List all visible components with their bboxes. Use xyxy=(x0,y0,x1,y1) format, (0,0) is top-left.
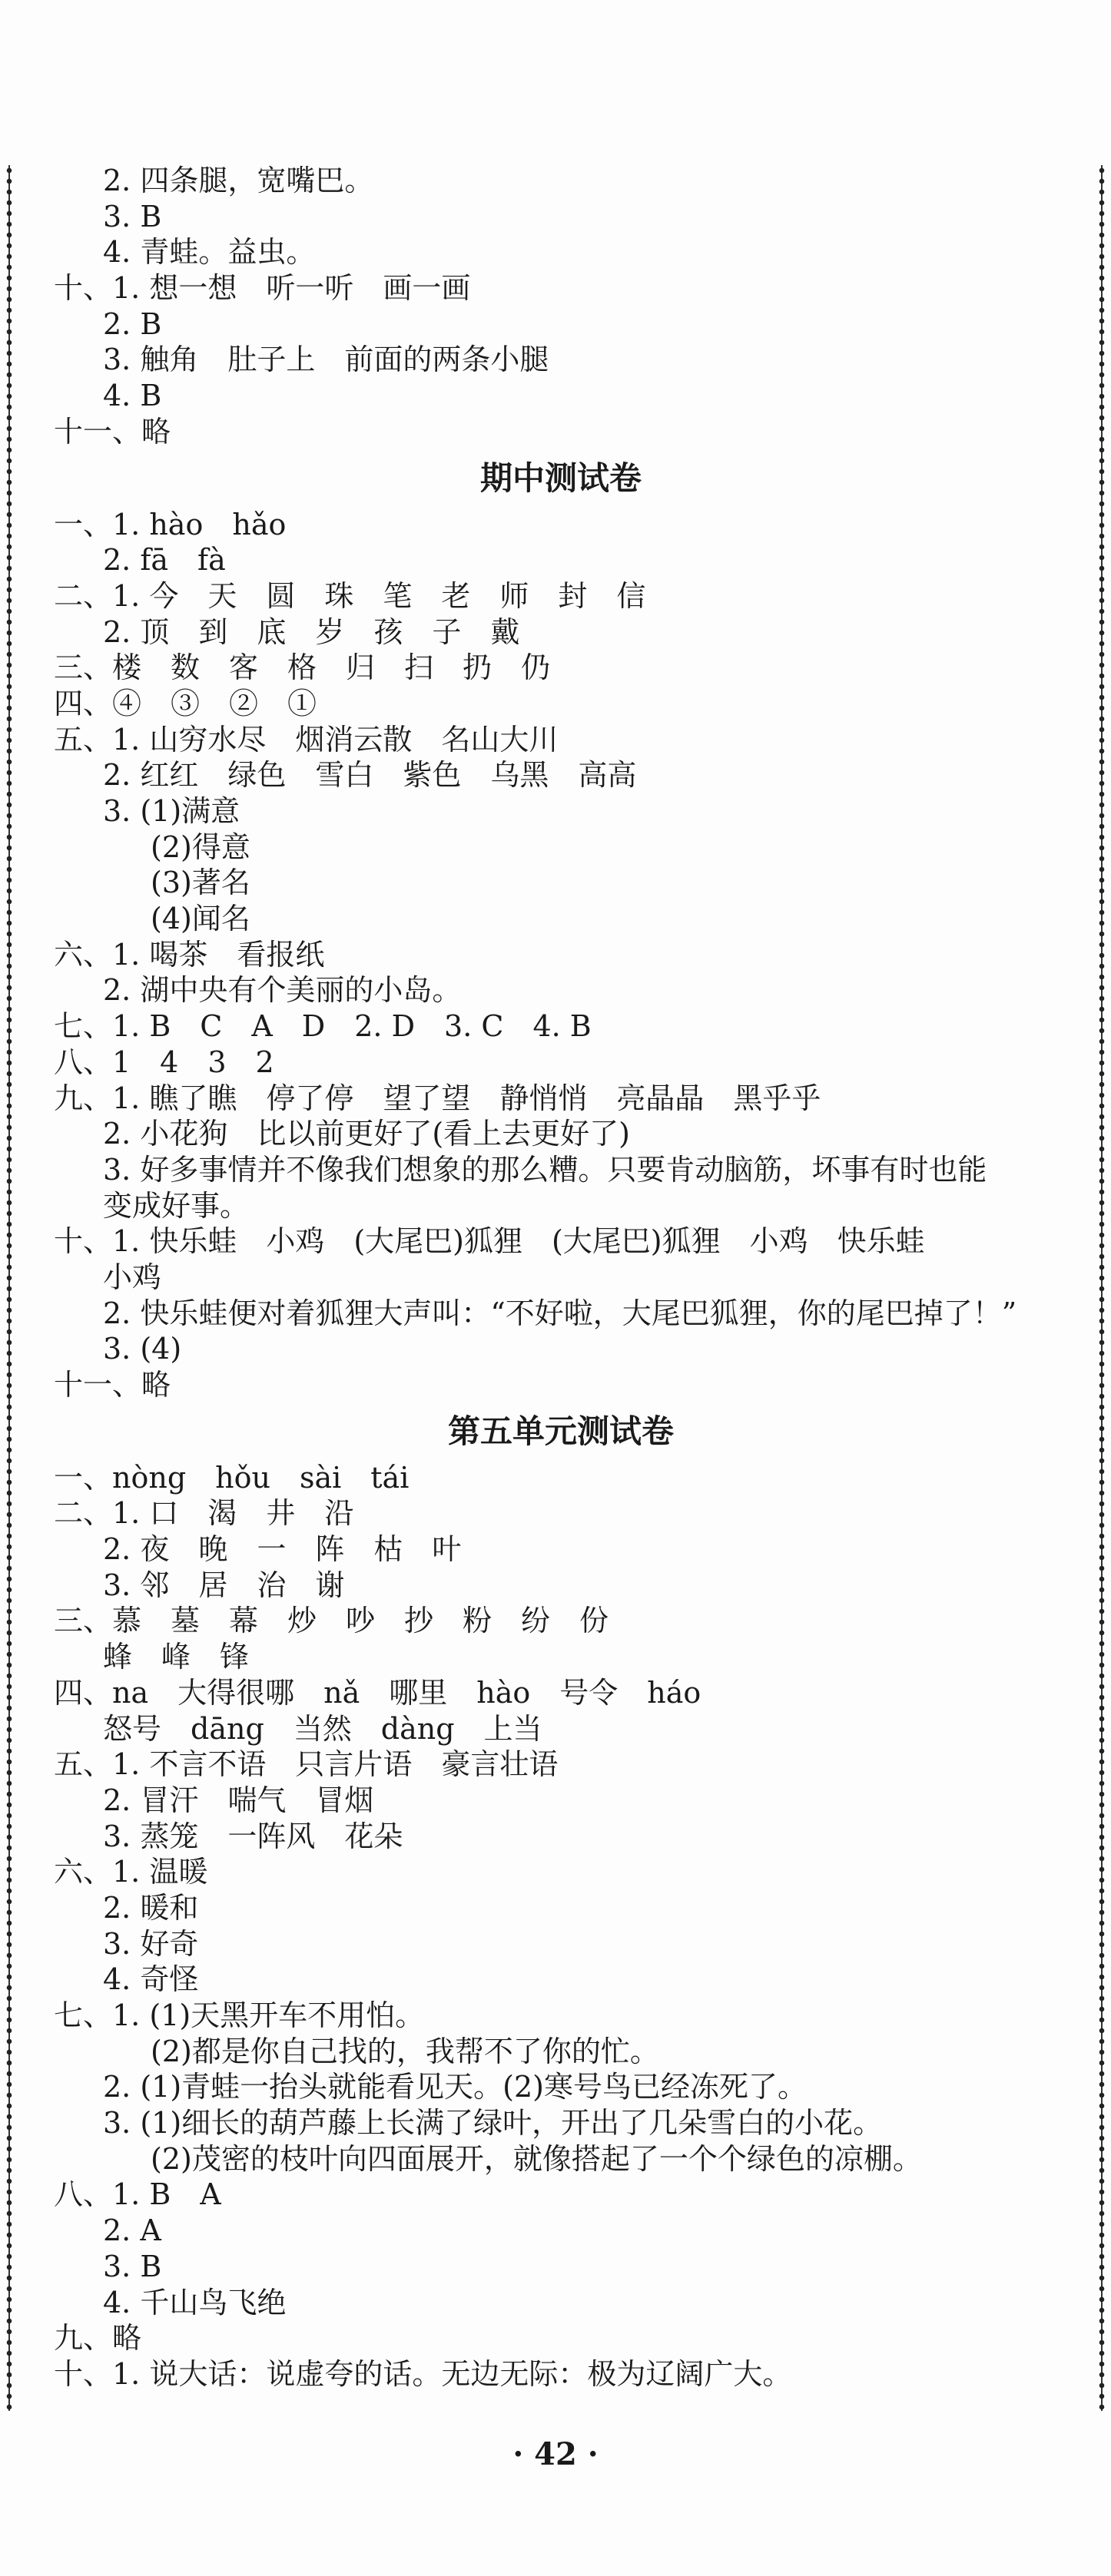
answer-line: 十一、略 xyxy=(54,414,171,449)
answer-line: 十、1. 说大话：说虚夸的话。无边无际：极为辽阔广大。 xyxy=(54,2356,792,2391)
answer-line: 蜂 峰 锋 xyxy=(103,1640,250,1674)
right-decorative-border xyxy=(1096,165,1108,2411)
answer-line: 八、1. B A xyxy=(54,2177,221,2212)
answer-line: 四、④ ③ ② ① xyxy=(54,686,317,720)
page-number: · 42 · xyxy=(512,2436,599,2472)
answer-line: (2)茂密的枝叶向四面展开，就像搭起了一个个绿色的凉棚。 xyxy=(151,2141,922,2176)
answer-line: 4. 青蛙。益虫。 xyxy=(103,235,316,270)
answer-line: 变成好事。 xyxy=(103,1188,250,1223)
answer-line: 2. fā fà xyxy=(103,543,226,578)
answer-line: 4. 千山鸟飞绝 xyxy=(103,2285,287,2319)
answer-line: 九、略 xyxy=(54,2321,142,2356)
answer-line: (3)著名 xyxy=(151,866,250,900)
answer-line: 3. (1)细长的葫芦藤上长满了绿叶，开出了几朵雪白的小花。 xyxy=(103,2106,883,2141)
answer-line: 2. 湖中央有个美丽的小岛。 xyxy=(103,973,462,1008)
answer-line: 3. (1)满意 xyxy=(103,794,240,828)
unit5-answers xyxy=(54,1460,1068,2392)
answer-line: 十、1. 快乐蛙 小鸡 (大尾巴)狐狸 (大尾巴)狐狸 小鸡 快乐蛙 xyxy=(54,1224,925,1259)
answer-line: 八、1 4 3 2 xyxy=(54,1045,274,1079)
answer-line: (4)闻名 xyxy=(151,902,250,936)
answer-line: 4. 奇怪 xyxy=(103,1962,199,1997)
answer-line: 三、楼 数 客 格 归 扫 扔 仍 xyxy=(54,651,551,685)
answer-line: 二、1. 口 渴 井 沿 xyxy=(54,1496,354,1531)
answer-line: 二、1. 今 天 圆 珠 笔 老 师 封 信 xyxy=(54,578,646,613)
answer-line: 2. 冒汗 喘气 冒烟 xyxy=(103,1783,374,1817)
answer-line: 4. B xyxy=(103,379,162,413)
answer-line: 3. 蒸笼 一阵风 花朵 xyxy=(103,1819,403,1853)
answer-line: 六、1. 喝茶 看报纸 xyxy=(54,937,325,972)
answer-line: 三、慕 墓 幕 炒 吵 抄 粉 纷 份 xyxy=(54,1604,609,1638)
answer-line: 五、1. 山穷水尽 烟消云散 名山大川 xyxy=(54,722,559,757)
answer-line: 3. 好多事情并不像我们想象的那么糟。只要肯动脑筋，坏事有时也能 xyxy=(103,1152,987,1187)
answer-line: 3. (4) xyxy=(103,1332,182,1366)
answer-line: 2. (1)青蛙一抬头就能看见天。(2)寒号鸟已经冻死了。 xyxy=(103,2070,807,2104)
answer-line: 3. 好奇 xyxy=(103,1926,199,1961)
section-title-unit5: 第五单元测试卷 xyxy=(447,1412,674,1450)
section-title-midterm: 期中测试卷 xyxy=(479,459,642,497)
answer-line: 2. 顶 到 底 岁 孩 子 戴 xyxy=(103,614,520,649)
left-decorative-border xyxy=(3,165,15,2411)
answer-line: 2. 小花狗 比以前更好了(看上去更好了) xyxy=(103,1117,630,1151)
answer-line: 2. 夜 晚 一 阵 枯 叶 xyxy=(103,1532,462,1567)
answer-line: 一、nòng hǒu sài tái xyxy=(54,1460,410,1495)
answer-page xyxy=(54,163,1068,2392)
answer-line: 七、1. B C A D 2. D 3. C 4. B xyxy=(54,1009,592,1044)
answer-line: 四、na 大得很哪 nǎ 哪里 hào 号令 háo xyxy=(54,1675,701,1710)
answer-line: 2. 四条腿，宽嘴巴。 xyxy=(103,164,374,197)
previous-section-answers xyxy=(54,163,1068,450)
answer-line: 五、1. 不言不语 只言片语 豪言壮语 xyxy=(54,1747,559,1782)
answer-line: 十一、略 xyxy=(54,1368,171,1402)
answer-line: 3. 触角 肚子上 前面的两条小腿 xyxy=(103,343,549,377)
midterm-answers xyxy=(54,507,1068,1403)
answer-line: 小鸡 xyxy=(103,1260,162,1294)
answer-line: 怒号 dāng 当然 dàng 上当 xyxy=(103,1711,542,1746)
answer-line: 六、1. 温暖 xyxy=(54,1855,208,1889)
answer-line: 2. 暖和 xyxy=(103,1890,199,1925)
answer-line: 十、1. 想一想 听一听 画一画 xyxy=(54,271,471,306)
answer-line: 一、1. hào hǎo xyxy=(54,507,287,541)
answer-line: 2. 快乐蛙便对着狐狸大声叫：“不好啦，大尾巴狐狸，你的尾巴掉了！” xyxy=(103,1296,1017,1330)
answer-line: (2)得意 xyxy=(151,829,250,864)
answer-line: 2. B xyxy=(103,306,162,341)
answer-line: 3. B xyxy=(103,199,162,233)
answer-line: (2)都是你自己找的，我帮不了你的忙。 xyxy=(151,2034,659,2068)
answer-line: 九、1. 瞧了瞧 停了停 望了望 静悄悄 亮晶晶 黑乎乎 xyxy=(54,1081,821,1115)
answer-line: 3. B xyxy=(103,2249,162,2283)
answer-line: 2. 红红 绿色 雪白 紫色 乌黑 高高 xyxy=(103,758,637,793)
answer-line: 3. 邻 居 治 谢 xyxy=(103,1568,345,1602)
answer-line: 2. A xyxy=(103,2213,161,2248)
answer-line: 七、1. (1)天黑开车不用怕。 xyxy=(54,1998,425,2032)
